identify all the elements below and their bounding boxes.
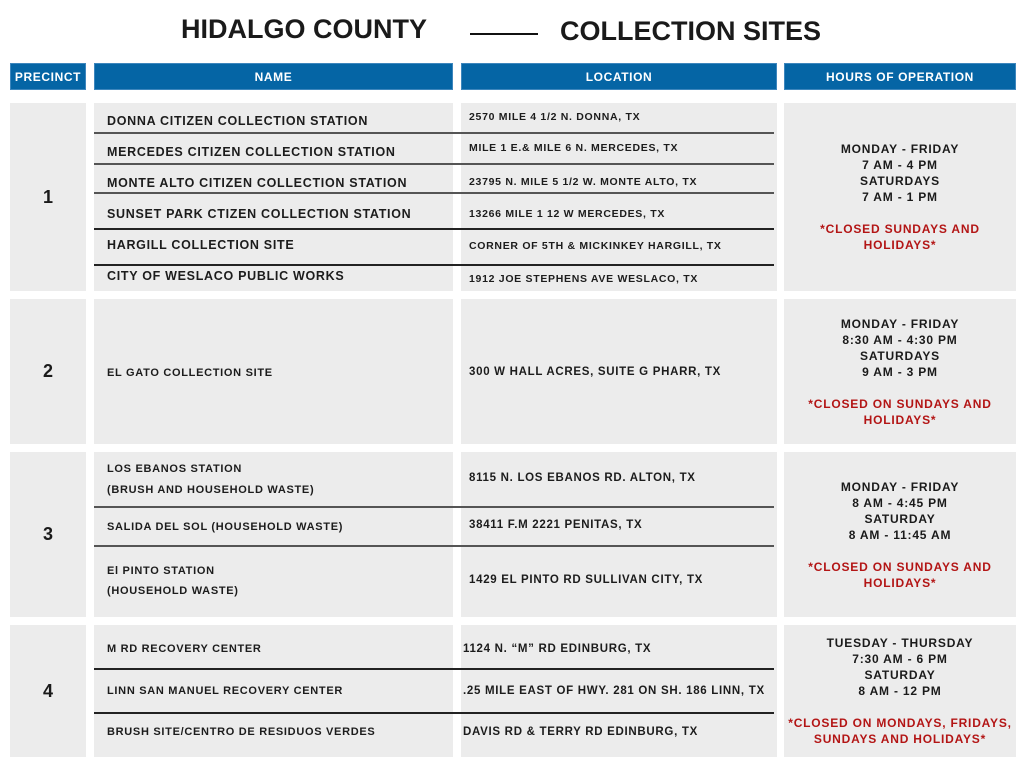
closed-notice: SUNDAYS AND HOLIDAYS* — [813, 732, 987, 746]
hours-weekday-time: 8:30 AM - 4:30 PM — [842, 332, 958, 347]
closed-notice: HOLIDAYS* — [863, 412, 937, 427]
site-location: 2570 MILE 4 1/2 N. DONNA, TX — [469, 111, 641, 123]
hours-weekday-label: MONDAY - FRIDAY — [840, 479, 960, 494]
precinct-number: 4 — [10, 625, 86, 757]
hours-cell — [784, 452, 1016, 617]
header-precinct: PRECINCT — [10, 63, 86, 90]
site-name: SUNSET PARK CTIZEN COLLECTION STATION — [107, 207, 412, 221]
hours-saturday-time: 8 AM - 12 PM — [858, 684, 942, 698]
row-divider — [94, 712, 774, 714]
site-name: EL GATO COLLECTION SITE — [107, 367, 273, 379]
site-name: HARGILL COLLECTION SITE — [107, 238, 295, 252]
site-location: CORNER OF 5TH & MICKINKEY HARGILL, TX — [469, 240, 722, 252]
row-divider — [94, 545, 774, 547]
site-name: El PINTO STATION — [107, 565, 215, 577]
hours-saturday-label: SATURDAYS — [860, 174, 940, 188]
hours-saturday-time: 7 AM - 1 PM — [862, 190, 938, 204]
site-name: DONNA CITIZEN COLLECTION STATION — [107, 114, 369, 128]
hours-weekday-label: MONDAY - FRIDAY — [840, 316, 960, 331]
site-name: BRUSH SITE/CENTRO DE RESIDUOS VERDES — [107, 726, 376, 738]
closed-notice: *CLOSED ON MONDAYS, FRIDAYS, — [788, 716, 1012, 730]
hours-weekday-label: TUESDAY - THURSDAY — [826, 636, 974, 650]
site-location: DAVIS RD & TERRY RD EDINBURG, TX — [463, 726, 698, 738]
row-divider — [94, 192, 774, 194]
site-location: 13266 MILE 1 12 W MERCEDES, TX — [469, 208, 666, 220]
hours-cell — [784, 625, 1016, 757]
site-location: 1912 JOE STEPHENS AVE WESLACO, TX — [469, 273, 699, 285]
hours-cell — [784, 299, 1016, 444]
row-divider — [94, 668, 774, 670]
hours-saturday-label: SATURDAY — [864, 511, 936, 526]
row-divider — [94, 228, 774, 230]
closed-notice: *CLOSED ON SUNDAYS AND — [808, 396, 992, 411]
title-county: HIDALGO COUNTY — [181, 14, 427, 44]
row-divider — [94, 506, 774, 508]
site-name: MONTE ALTO CITIZEN COLLECTION STATION — [107, 176, 408, 190]
site-name-detail: (BRUSH AND HOUSEHOLD WASTE) — [107, 484, 315, 496]
hours-weekday-time: 8 AM - 4:45 PM — [852, 495, 948, 510]
site-location: 1124 N. “M” RD EDINBURG, TX — [463, 643, 652, 655]
precinct-number: 1 — [10, 103, 86, 291]
site-name-detail: (HOUSEHOLD WASTE) — [107, 585, 239, 597]
site-name: CITY OF WESLACO PUBLIC WORKS — [107, 269, 345, 283]
closed-notice: HOLIDAYS* — [863, 575, 937, 590]
closed-notice: *CLOSED SUNDAYS AND — [820, 222, 980, 236]
site-location: 38411 F.M 2221 PENITAS, TX — [469, 519, 643, 531]
hours-weekday-label: MONDAY - FRIDAY — [840, 142, 960, 156]
site-name: LOS EBANOS STATION — [107, 463, 243, 475]
title-dash-divider — [470, 33, 538, 35]
hours-cell — [784, 103, 1016, 291]
site-location: 300 W HALL ACRES, SUITE G PHARR, TX — [469, 366, 721, 378]
site-location: 8115 N. LOS EBANOS RD. ALTON, TX — [469, 472, 696, 484]
hours-saturday-time: 8 AM - 11:45 AM — [848, 527, 952, 542]
row-divider — [94, 163, 774, 165]
closed-notice: *CLOSED ON SUNDAYS AND — [808, 559, 992, 574]
precinct-number: 2 — [10, 299, 86, 444]
row-divider — [94, 264, 774, 266]
hours-saturday-label: SATURDAY — [864, 668, 936, 682]
site-name: MERCEDES CITIZEN COLLECTION STATION — [107, 145, 396, 159]
header-hours: HOURS OF OPERATION — [784, 63, 1016, 90]
site-name: M RD RECOVERY CENTER — [107, 643, 262, 655]
site-location: 23795 N. MILE 5 1/2 W. MONTE ALTO, TX — [469, 176, 698, 188]
hours-weekday-time: 7 AM - 4 PM — [862, 158, 938, 172]
title-collection-sites: COLLECTION SITES — [560, 16, 822, 46]
header-location: LOCATION — [461, 63, 777, 90]
closed-notice: HOLIDAYS* — [863, 238, 937, 252]
site-name: SALIDA DEL SOL (HOUSEHOLD WASTE) — [107, 521, 344, 533]
page-title — [0, 12, 1024, 48]
hours-saturday-time: 9 AM - 3 PM — [862, 364, 938, 379]
hours-weekday-time: 7:30 AM - 6 PM — [852, 652, 948, 666]
site-location: MILE 1 E.& MILE 6 N. MERCEDES, TX — [469, 142, 679, 154]
site-location: .25 MILE EAST OF HWY. 281 ON SH. 186 LINN, TX — [463, 685, 765, 697]
row-divider — [94, 132, 774, 134]
site-location: 1429 EL PINTO RD SULLIVAN CITY, TX — [469, 574, 704, 586]
precinct-number: 3 — [10, 452, 86, 617]
hours-saturday-label: SATURDAYS — [860, 348, 940, 363]
site-name: LINN SAN MANUEL RECOVERY CENTER — [107, 685, 344, 697]
header-name: NAME — [94, 63, 453, 90]
